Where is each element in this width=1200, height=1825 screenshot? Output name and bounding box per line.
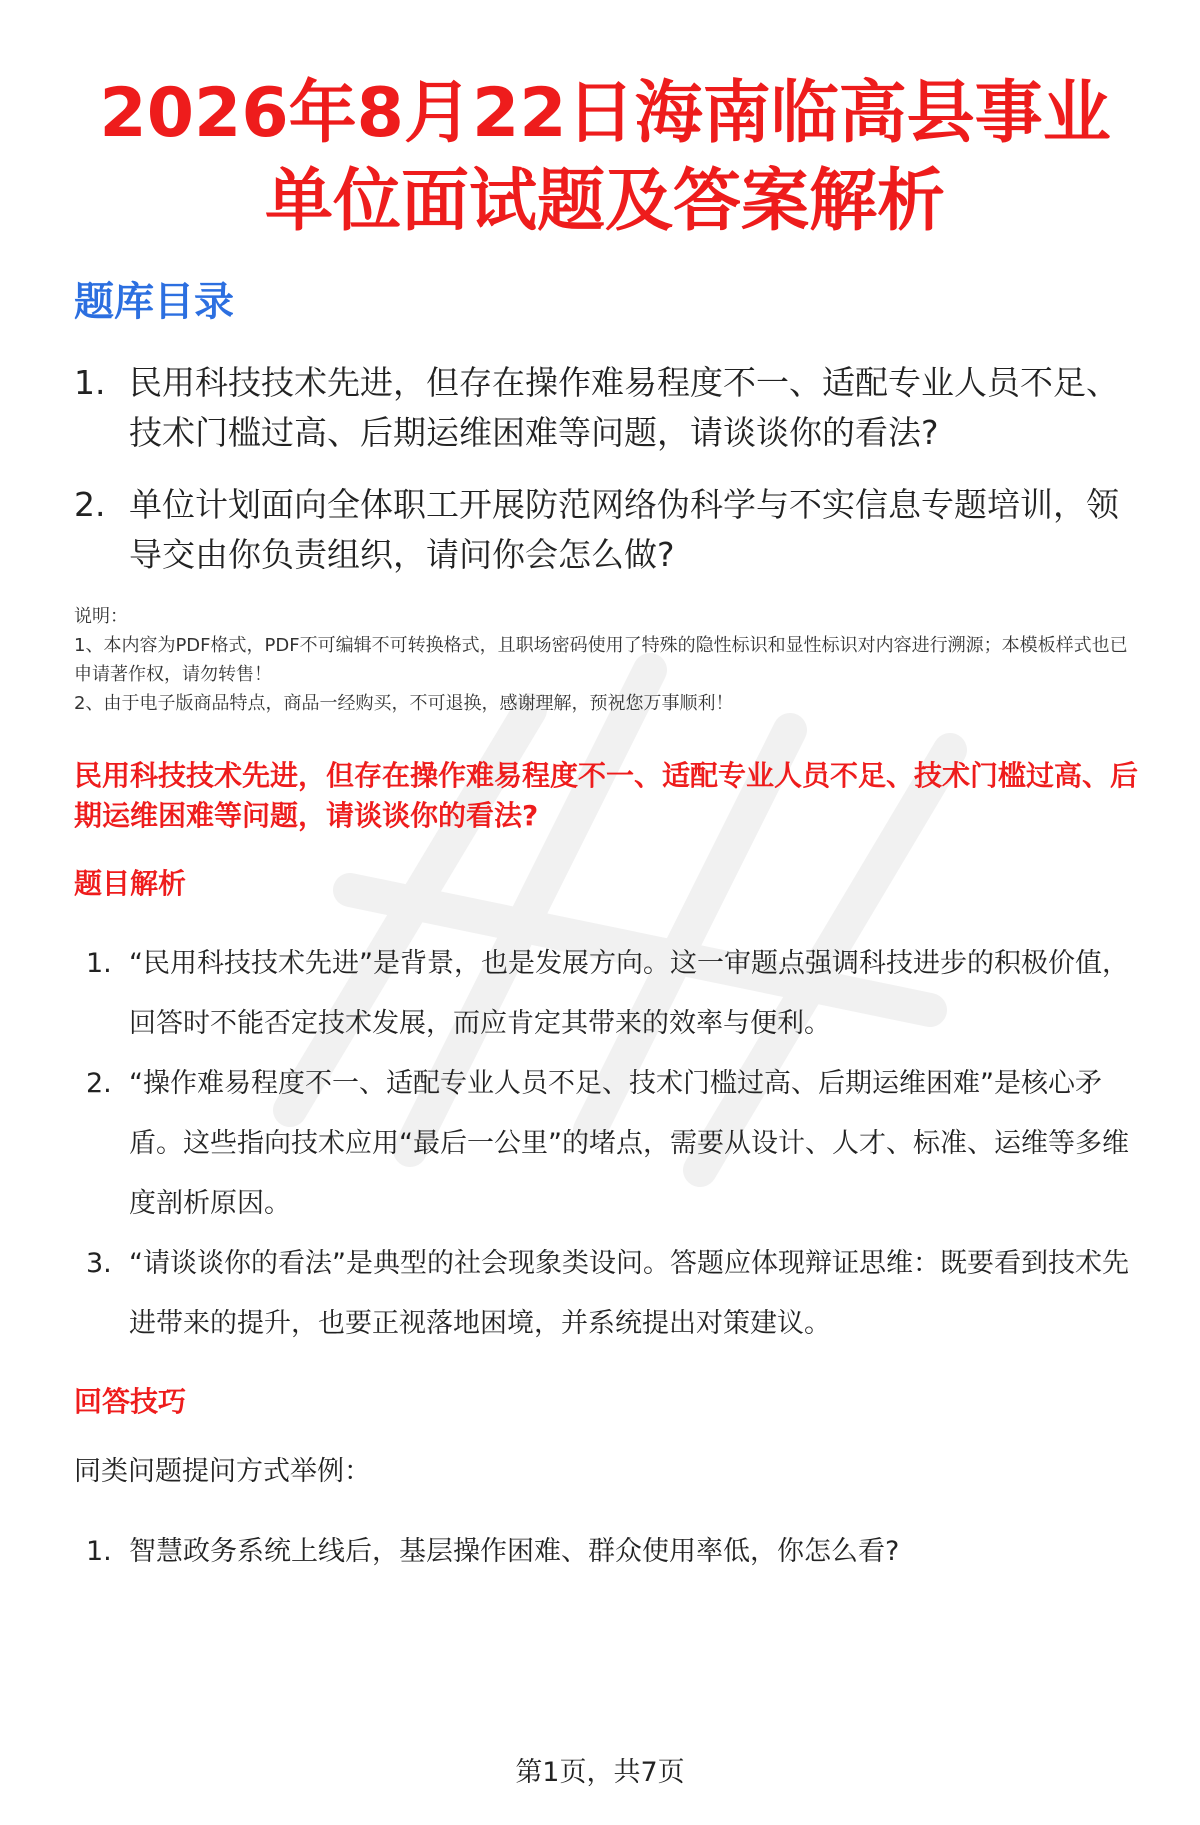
toc-item-text: 民用科技技术先进，但存在操作难易程度不一、适配专业人员不足、技术门槛过高、后期运维困难等问题，请谈谈你的看法?: [129, 363, 1119, 452]
example-item-text: 智慧政务系统上线后，基层操作困难、群众使用率低，你怎么看?: [129, 1536, 900, 1567]
document-page: [0, 70, 1144, 1582]
analysis-item-text: “操作难易程度不一、适配专业人员不足、技术门槛过高、后期运维困难”是核心矛盾。这些指向技术应用“最后一公里”的堵点，需要从设计、人才、标准、运维等多维度剖析原因。: [129, 1068, 1129, 1219]
question-title: 民用科技技术先进，但存在操作难易程度不一、适配专业人员不足、技术门槛过高、后期运维困难等问题，请谈谈你的看法?: [74, 759, 1139, 832]
tips-intro: 同类问题提问方式举例：: [74, 1456, 371, 1487]
toc-heading: 题库目录: [74, 279, 234, 325]
analysis-item-text: “民用科技技术先进”是背景，也是发展方向。这一审题点强调科技进步的积极价值，回答时不能否定技术发展，而应肯定其带来的效率与便利。: [129, 948, 1129, 1039]
examples-list: [74, 1522, 1144, 1582]
analysis-item: [74, 1054, 1144, 1234]
analysis-heading: 题目解析: [74, 867, 187, 900]
toc-list: [74, 358, 1144, 580]
document-title: 2026年8月22日海南临高县事业单位面试题及答案解析: [99, 74, 1111, 241]
page-footer: 第1页，共7页: [515, 1757, 685, 1788]
analysis-item: [74, 934, 1144, 1054]
analysis-list: [74, 934, 1144, 1354]
note-block: [74, 602, 1144, 718]
analysis-item-number: 2.: [86, 1068, 112, 1099]
toc-item: [74, 358, 1144, 458]
example-item: [74, 1522, 1144, 1582]
toc-item-text: 单位计划面向全体职工开展防范网络伪科学与不实信息专题培训，领导交由你负责组织，请问你会怎么做?: [129, 485, 1119, 574]
toc-item: [74, 480, 1144, 580]
analysis-item: [74, 1234, 1144, 1354]
analysis-item-number: 1.: [86, 948, 112, 979]
note-line: 2、由于电子版商品特点，商品一经购买，不可退换，感谢理解，预祝您万事顺利！: [74, 693, 734, 714]
analysis-item-number: 3.: [86, 1248, 112, 1279]
analysis-item-text: “请谈谈你的看法”是典型的社会现象类设问。答题应体现辩证思维：既要看到技术先进带来的提升，也要正视落地困境，并系统提出对策建议。: [129, 1248, 1129, 1339]
toc-item-number: 2.: [74, 485, 106, 524]
toc-item-number: 1.: [74, 363, 106, 402]
tips-heading: 回答技巧: [74, 1385, 187, 1418]
example-item-number: 1.: [86, 1536, 112, 1567]
note-line: 1、本内容为PDF格式，PDF不可编辑不可转换格式，且职场密码使用了特殊的隐性标识和显性标识对内容进行溯源；本模板样式也已申请著作权，请勿转售！: [74, 635, 1128, 685]
note-label: 说明：: [74, 606, 128, 627]
